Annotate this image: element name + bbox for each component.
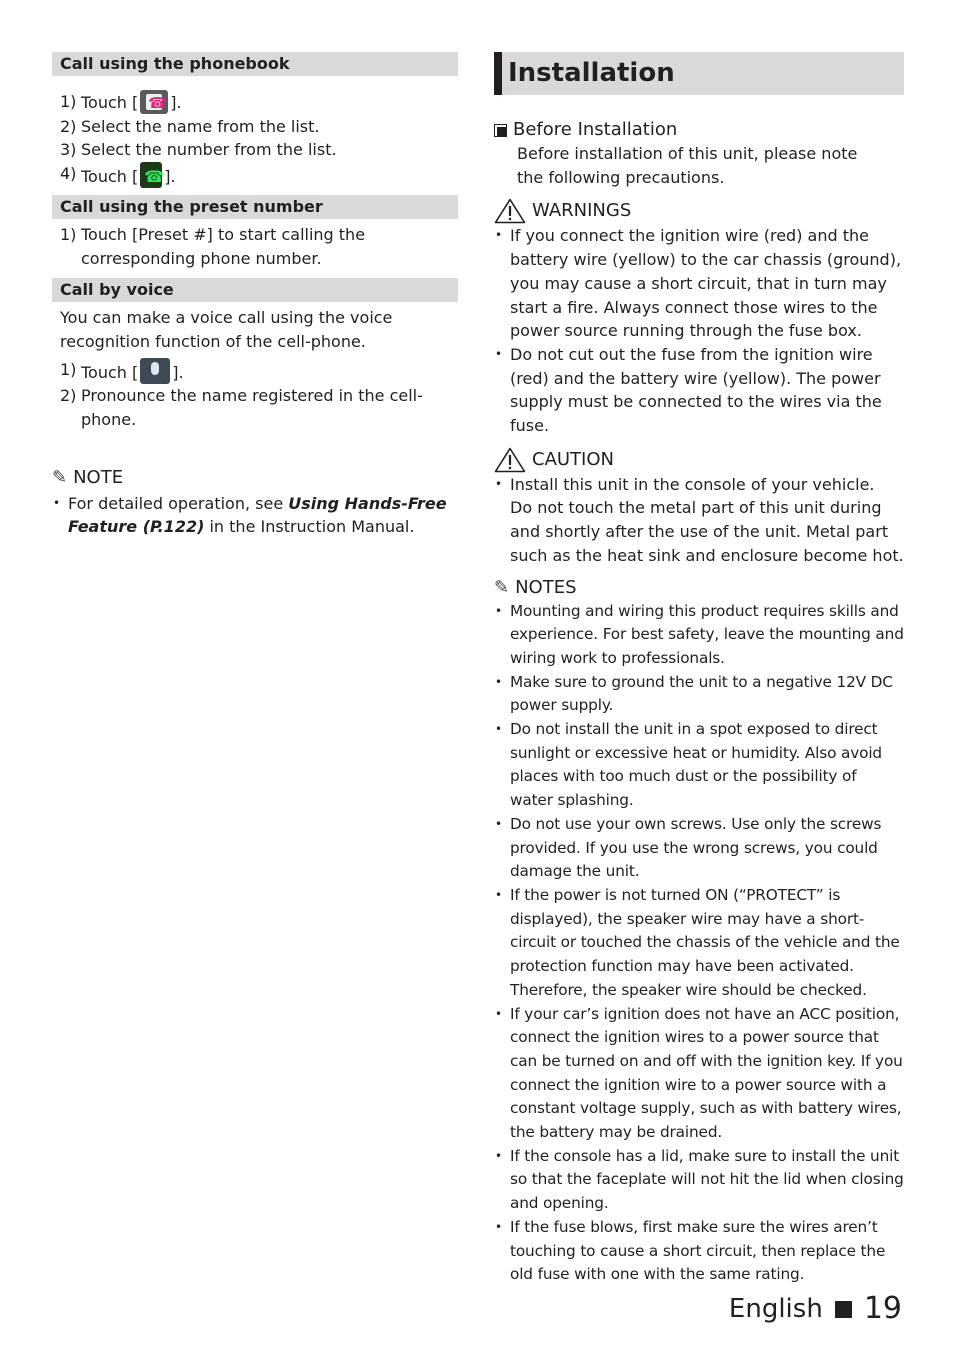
step-text-pre: Touch [ [81, 167, 139, 187]
warnings-label: WARNINGS [532, 200, 632, 222]
voice-icon [140, 358, 170, 384]
step-text: Touch [Preset #] to start calling the corresponding phone number. [81, 224, 366, 268]
list-item: • If your car’s ignition does not have an ACC position, connect the ignition wires to a power source that can be turned on and off with the ignition key. If you connect the ignition wire to a power source with a constant voltage supply, such as with battery wires, the battery may be drained. [494, 1003, 904, 1145]
phonebook-icon [140, 90, 168, 114]
before-installation-text: Before installation of this unit, please note the following precautions. [517, 144, 858, 187]
step-text: Select the number from the list. [81, 140, 337, 160]
notes-list [494, 600, 904, 1287]
caution-label: CAUTION [532, 448, 614, 470]
voice-intro: You can make a voice call using the voice recognition function of the cell-phone. [60, 308, 393, 351]
step-number: 1) [60, 224, 77, 244]
list-item [52, 138, 458, 162]
caution-triangle-icon [494, 447, 526, 473]
list-item: • Do not cut out the fuse from the ignition wire (red) and the battery wire (yellow). The power supply must be connected to the wires via the fuse. [494, 343, 904, 438]
list-item: • Mounting and wiring this product requires skills and experience. For best safety, leave the mounting and wiring work to professionals. [494, 600, 904, 671]
footer-language: English [728, 1294, 823, 1324]
step-text-post: ]. [170, 93, 182, 112]
step-number: 1) [60, 359, 77, 379]
list-item: • If you connect the ignition wire (red) and the battery wire (yellow) to the car chassis (ground), you may cause a short circuit, that in turn may start a fire. Always connect those wires to the power source running through the fuse box. [494, 224, 904, 343]
before-installation-title: Before Installation [513, 119, 678, 140]
list-item [52, 358, 458, 385]
list-item [52, 115, 458, 139]
list-item [52, 492, 458, 539]
note-text-pre: For detailed operation, see [68, 493, 289, 513]
note-text-post: in the Instruction Manual. [204, 517, 415, 537]
page-title: Installation [494, 52, 904, 95]
phonebook-steps [52, 90, 458, 189]
square-bullet-icon [494, 124, 507, 137]
step-number: 2) [60, 116, 77, 136]
note-list [52, 492, 458, 539]
caution-line-2: Do not touch the metal part of this unit during and shortly after the use of the unit. Metal part such as the heat sink and enclosure become hot. [510, 498, 904, 565]
left-column [52, 52, 458, 539]
caution-list [494, 473, 904, 568]
section-heading-phonebook: Call using the phonebook [52, 52, 458, 76]
step-text-post: ]. [172, 362, 184, 382]
step-text-post: ]. [164, 167, 176, 187]
notes-label: NOTES [515, 576, 577, 598]
step-number: 1) [60, 92, 77, 111]
note-heading [52, 466, 458, 490]
list-item: • If the console has a lid, make sure to install the unit so that the faceplate will not hit the lid when closing and opening. [494, 1145, 904, 1216]
list-item: • Do not use your own screws. Use only the screws provided. If you use the wrong screws, you could damage the unit. [494, 813, 904, 884]
caution-heading [494, 447, 904, 473]
caution-line-1: • Install this unit in the console of your vehicle. [510, 474, 875, 494]
list-item: • If the fuse blows, first make sure the wires aren’t touching to cause a short circuit, then replace the old fuse with one with the same rating. [494, 1216, 904, 1287]
list-item [52, 90, 458, 115]
pencil-icon: ✎ [52, 466, 68, 488]
pencil-icon: ✎ [494, 576, 510, 598]
step-number: 2) [60, 386, 77, 406]
list-item [52, 162, 458, 189]
step-text: Select the name from the list. [81, 116, 320, 136]
square-separator-icon [835, 1301, 852, 1318]
step-number: 3) [60, 140, 77, 160]
notes-heading [494, 576, 904, 600]
preset-steps [52, 223, 458, 270]
list-item: • Do not install the unit in a spot exposed to direct sunlight or excessive heat or humidity. Also avoid places with too much dust or the possibility of water splashing. [494, 718, 904, 813]
list-item [52, 223, 458, 270]
step-text-pre: Touch [ [81, 93, 139, 112]
voice-steps [52, 358, 458, 432]
step-number: 4) [60, 164, 77, 184]
warnings-list [494, 224, 904, 437]
before-installation-heading [494, 118, 904, 142]
list-item [52, 384, 458, 431]
warning-triangle-icon [494, 198, 526, 224]
right-column [494, 52, 904, 1287]
step-text: Pronounce the name registered in the cell-phone. [81, 386, 423, 430]
note-label: NOTE [73, 466, 124, 488]
list-item: • Make sure to ground the unit to a negative 12V DC power supply. [494, 671, 904, 718]
list-item [494, 473, 904, 568]
section-heading-voice: Call by voice [52, 278, 458, 302]
note-reference: Using Hands-Free Feature (P.122) [68, 493, 447, 537]
step-text-pre: Touch [ [81, 362, 139, 382]
section-heading-preset: Call using the preset number [52, 195, 458, 219]
page-footer [729, 1292, 902, 1326]
list-item: • If the power is not turned ON (“PROTECT” is displayed), the speaker wire may have a short-circuit or touched the chassis of the vehicle and the protection function may have been activated. Therefore, the speaker wire should be checked. [494, 884, 904, 1003]
page-number: 19 [863, 1291, 902, 1326]
warnings-heading [494, 198, 904, 224]
call-icon [140, 162, 162, 188]
